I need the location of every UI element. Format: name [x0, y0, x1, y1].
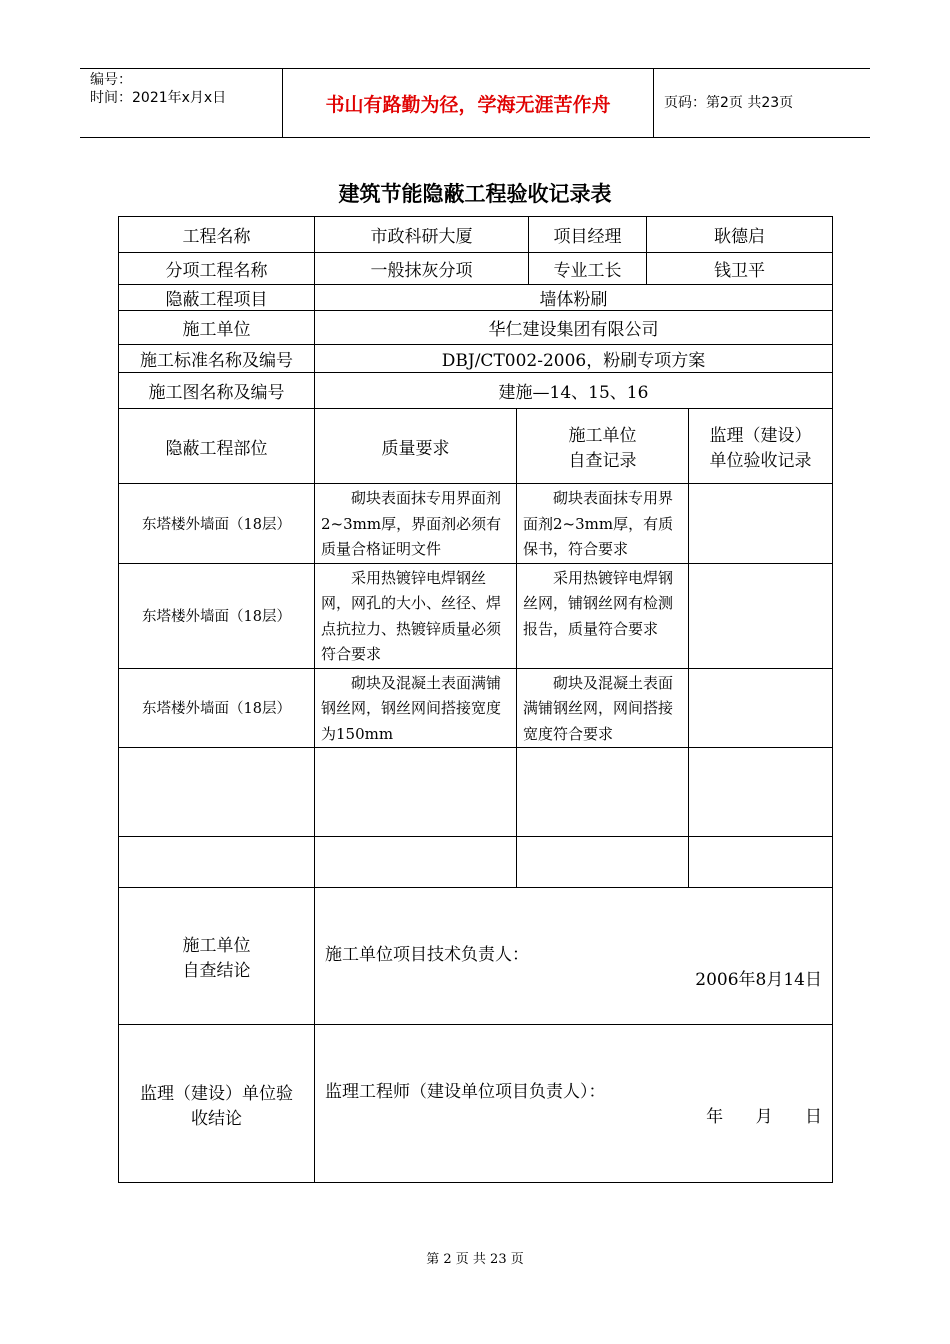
document-title: 建筑节能隐蔽工程验收记录表: [338, 182, 612, 206]
label-contractor-conclusion-line2: 自查结论: [182, 961, 251, 981]
supervision-conclusion-cell: [315, 1025, 833, 1183]
col-header-location: 隐蔽工程部位: [119, 409, 315, 484]
table-row: [119, 668, 833, 748]
header-time: 时间：2021年x月x日: [90, 90, 227, 106]
page-footer: 第 2 页 共 23 页: [426, 1252, 524, 1267]
label-foreman: 专业工长: [529, 253, 647, 285]
contractor-conclusion-cell: [315, 888, 833, 1025]
supervision-date: 年 月 日: [706, 1107, 822, 1127]
col-header-self-check-line2: 自查记录: [568, 451, 637, 471]
header-number: 编号：: [90, 72, 132, 88]
label-hidden-item: 隐蔽工程项目: [119, 285, 315, 311]
row-requirement: 砌块表面抹专用界面剂2~3mm厚，界面剂必须有质量合格证明文件: [315, 484, 517, 564]
value-contractor: 华仁建设集团有限公司: [315, 311, 833, 345]
row-self-check: 砌块及混凝土表面满铺钢丝网，网间搭接宽度符合要求: [517, 668, 689, 748]
row-drawing: [119, 373, 833, 409]
row-supervision: [689, 563, 833, 668]
row-location: 东塔楼外墙面（18层）: [119, 484, 315, 564]
header-page-info: 页码：第2页 共23页: [664, 95, 794, 111]
row-location: 东塔楼外墙面（18层）: [119, 668, 315, 748]
contractor-signer: 施工单位项目技术负责人：: [325, 945, 529, 965]
row-contractor-conclusion: [119, 888, 833, 1025]
row-supervision-conclusion: [119, 1025, 833, 1183]
table-row: [119, 484, 833, 564]
row-project-name: [119, 217, 833, 253]
row-hidden-item: [119, 285, 833, 311]
value-drawing: 建施—14、15、16: [315, 373, 833, 409]
value-standard: DBJ/CT002-2006，粉刷专项方案: [315, 345, 833, 373]
col-header-supervision-line2: 单位验收记录: [709, 451, 812, 471]
value-sub-project: 一般抹灰分项: [315, 253, 529, 285]
label-contractor: 施工单位: [119, 311, 315, 345]
value-project-name: 市政科研大厦: [315, 217, 529, 253]
row-supervision: [689, 484, 833, 564]
contractor-date: 2006年8月14日: [695, 970, 822, 990]
label-manager: 项目经理: [529, 217, 647, 253]
col-header-self-check-line1: 施工单位: [568, 426, 637, 446]
value-manager: 耿德启: [647, 217, 833, 253]
row-standard: [119, 345, 833, 373]
row-contractor: [119, 311, 833, 345]
label-contractor-conclusion: [119, 888, 315, 1025]
col-header-supervision: [689, 409, 833, 484]
row-requirement: 采用热镀锌电焊钢丝网，网孔的大小、丝径、焊点抗拉力、热镀锌质量必须符合要求: [315, 563, 517, 668]
label-supervision-conclusion-line2: 收结论: [191, 1108, 242, 1129]
label-drawing: 施工图名称及编号: [119, 373, 315, 409]
label-supervision-conclusion: [119, 1025, 315, 1183]
row-requirement: 砌块及混凝土表面满铺钢丝网，钢丝网间搭接宽度为150mm: [315, 668, 517, 748]
row-self-check: 砌块表面抹专用界面剂2~3mm厚，有质保书，符合要求: [517, 484, 689, 564]
row-sub-project: [119, 253, 833, 285]
table-row: [119, 563, 833, 668]
col-header-self-check: [517, 409, 689, 484]
col-header-requirement: 质量要求: [315, 409, 517, 484]
header-slogan: 书山有路勤为径，学海无涯苦作舟: [282, 69, 654, 137]
label-project-name: 工程名称: [119, 217, 315, 253]
header-meta: [80, 69, 282, 137]
table-row-empty: [119, 748, 833, 837]
table-row-empty: [119, 837, 833, 888]
supervision-signer: 监理工程师（建设单位项目负责人）：: [325, 1082, 606, 1102]
page-header: [80, 68, 870, 138]
label-standard: 施工标准名称及编号: [119, 345, 315, 373]
row-column-headers: [119, 409, 833, 484]
label-contractor-conclusion-line1: 施工单位: [182, 936, 251, 956]
label-sub-project: 分项工程名称: [119, 253, 315, 285]
col-header-supervision-line1: 监理（建设）: [709, 426, 812, 446]
row-supervision: [689, 668, 833, 748]
row-self-check: 采用热镀锌电焊钢丝网，铺钢丝网有检测报告，质量符合要求: [517, 563, 689, 668]
record-table: [118, 216, 833, 1183]
value-hidden-item: 墙体粉刷: [315, 285, 833, 311]
value-foreman: 钱卫平: [647, 253, 833, 285]
row-location: 东塔楼外墙面（18层）: [119, 563, 315, 668]
label-supervision-conclusion-line1: 监理（建设）单位验: [140, 1083, 293, 1104]
